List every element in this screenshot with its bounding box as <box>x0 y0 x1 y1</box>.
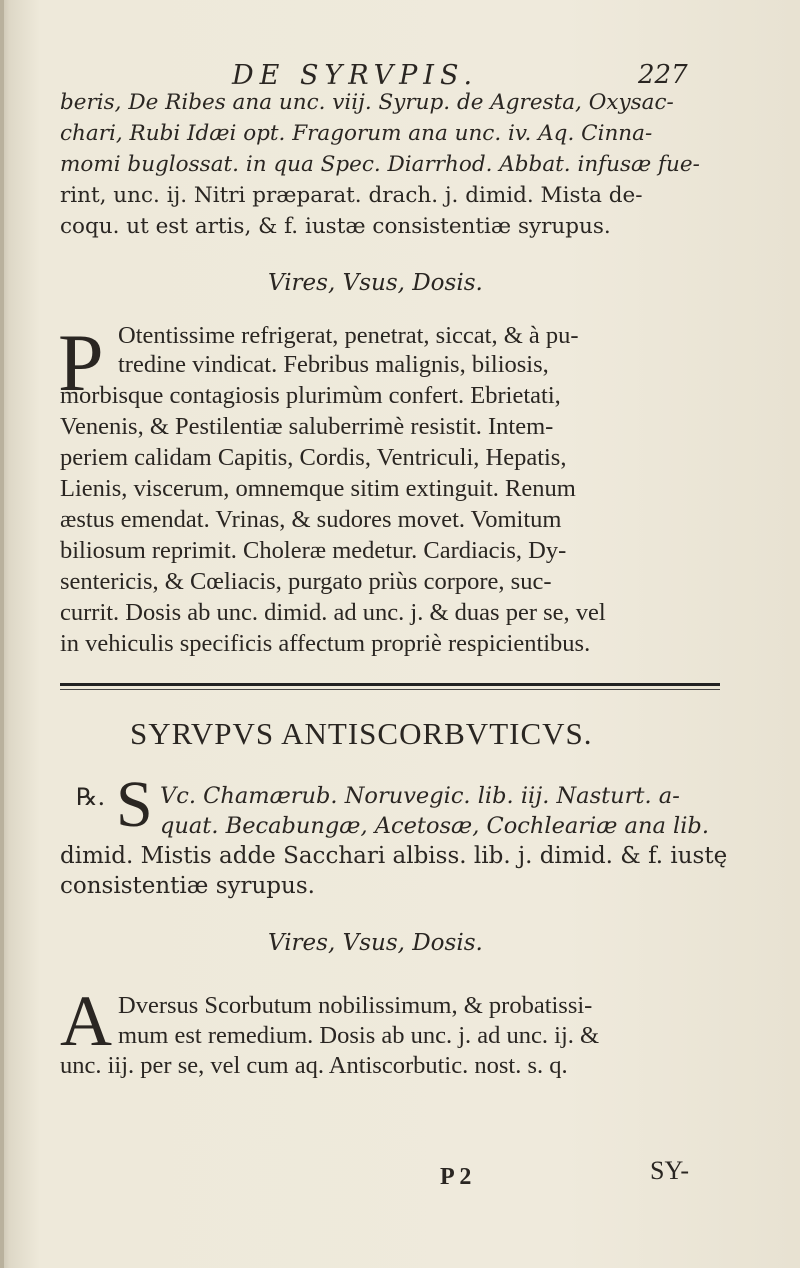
catchword: SY- <box>650 1156 690 1185</box>
recipe2-line: consistentiæ syrupus. <box>60 873 315 899</box>
para-line: biliosum reprimit. Choleræ medetur. Cardiacis, Dy- <box>60 537 567 564</box>
section-title: SYRVPVS ANTISCORBVTICVS. <box>130 716 593 751</box>
page-gutter <box>0 0 4 1268</box>
drop-cap: A <box>60 981 112 1061</box>
recipe-symbol: ℞. <box>76 783 106 811</box>
recipe1-line: chari, Rubi Idæi opt. Fragorum ana unc. iv. Aq. Cinna- <box>60 121 653 146</box>
drop-cap: S <box>116 768 153 841</box>
recipe1-line: momi buglossat. in qua Spec. Diarrhod. Abbat. infusæ fue- <box>60 152 700 177</box>
page-number: 227 <box>638 60 688 90</box>
para-line: mum est remedium. Dosis ab unc. j. ad unc. ij. & <box>118 1022 600 1049</box>
para-line: periem calidam Capitis, Cordis, Ventriculi, Hepatis, <box>60 444 567 471</box>
recipe2-line: dimid. Mistis adde Sacchari albiss. lib. j. dimid. & f. iustę <box>60 843 728 869</box>
para-line: tredine vindicat. Febribus malignis, biliosis, <box>118 351 549 378</box>
recipe1-line: rint, unc. ij. Nitri præparat. drach. j. dimid. Mista de- <box>60 183 643 208</box>
recipe2-line: quat. Becabungæ, Acetosæ, Cochleariæ ana lib. <box>160 813 709 839</box>
para-line: Otentissime refrigerat, penetrat, siccat, & à pu- <box>118 322 579 349</box>
running-title: DE SYRVPIS. <box>232 60 479 91</box>
recipe1-line: coqu. ut est artis, & f. iustæ consistentiæ syrupus. <box>60 214 611 239</box>
section-divider <box>60 683 720 686</box>
para-line: æstus emendat. Vrinas, & sudores movet. Vomitum <box>60 506 562 533</box>
para-line: sentericis, & Cœliacis, purgato priùs corpore, suc- <box>60 568 552 595</box>
signature-mark: P 2 <box>440 1164 472 1190</box>
para-line: currit. Dosis ab unc. dimid. ad unc. j. & duas per se, vel <box>60 599 606 626</box>
recipe1-line: beris, De Ribes ana unc. viij. Syrup. de Agresta, Oxysac- <box>60 90 674 115</box>
subheading-vires: Vires, Vsus, Dosis. <box>268 270 483 296</box>
para-line: unc. iij. per se, vel cum aq. Antiscorbutic. nost. s. q. <box>60 1052 568 1079</box>
drop-cap: P <box>58 317 104 408</box>
section-divider-thin <box>60 689 720 690</box>
para-line: Lienis, viscerum, omnemque sitim extinguit. Renum <box>60 475 576 502</box>
subheading-vires: Vires, Vsus, Dosis. <box>268 930 483 956</box>
para-line: Dversus Scorbutum nobilissimum, & probatissi- <box>118 992 593 1019</box>
para-line: in vehiculis specificis affectum propriè respicientibus. <box>60 630 591 657</box>
para-line: Venenis, & Pestilentiæ saluberrimè resistit. Intem- <box>60 413 554 440</box>
recipe2-line: Vc. Chamærub. Noruvegic. lib. iij. Nasturt. a- <box>160 783 680 809</box>
para-line: morbisque contagiosis plurimùm confert. Ebrietati, <box>60 382 561 409</box>
